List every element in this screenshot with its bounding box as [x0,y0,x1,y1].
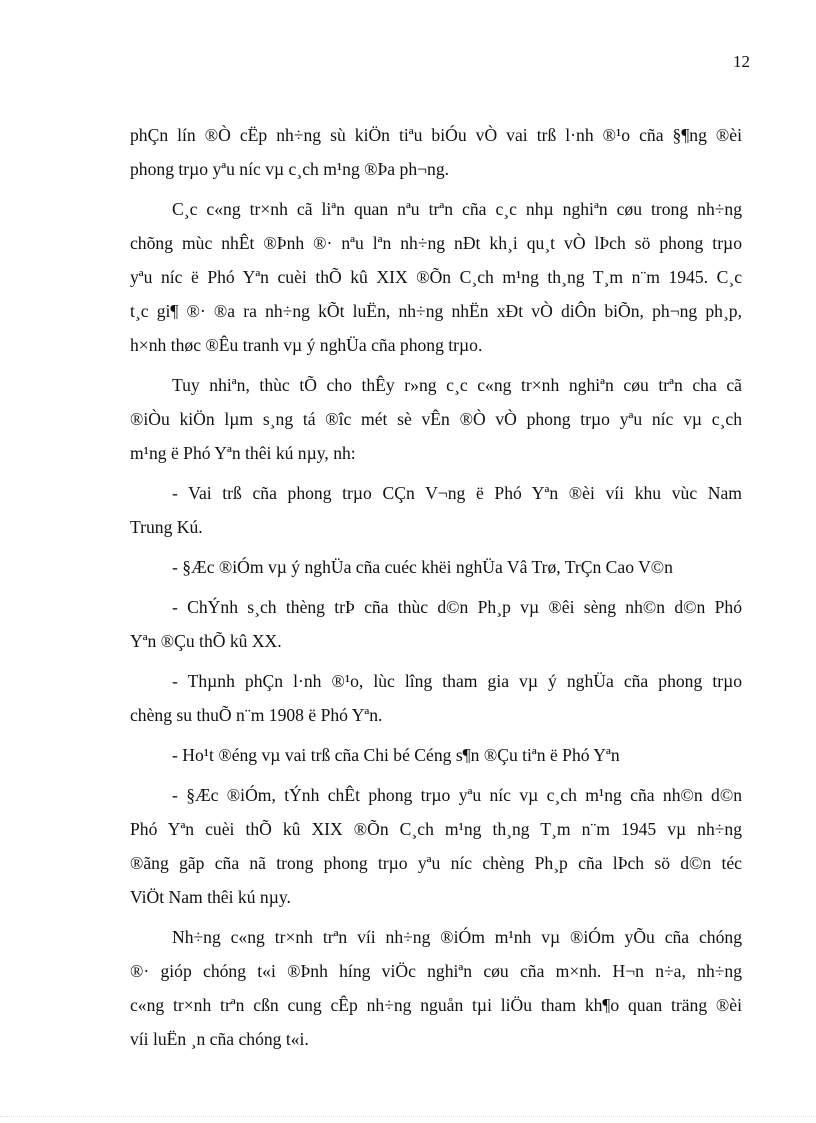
text-line: chõng mùc nhÊt ®Þnh ®· nªu lªn nh÷ng nÐt kh¸i qu¸t vÒ lÞch sö phong trµo [130,233,742,253]
text-line: - Thµnh phÇn l·nh ®¹o, lùc lîng tham gia vµ ý nghÜa cña phong trµo [172,671,742,691]
text-line: phong trµo yªu níc vµ c¸ch m¹ng ®Þa ph¬ng. [130,159,450,179]
text-line: ®· gióp chóng t«i ®Þnh híng viÖc nghiªn cøu cña m×nh. H¬n n÷a, nh÷ng [130,961,742,981]
page-number: 12 [733,52,750,71]
list-item [130,550,742,584]
text-line: - Ho¹t ®éng vµ vai trß cña Chi bé Céng s¶n ®Çu tiªn ë Phó Yªn [172,745,620,765]
page-body [130,118,742,1056]
list-item [130,590,742,658]
text-line: phÇn lín ®Ò cËp nh÷ng sù kiÖn tiªu biÓu vÒ vai trß l·nh ®¹o cña §¶ng ®èi [130,125,742,145]
paragraph [130,118,742,186]
text-line: Tuy nhiªn, thùc tÕ cho thÊy r»ng c¸c c«ng tr×nh nghiªn cøu trªn cha cã [172,375,742,395]
text-line: ®iÒu kiÖn lµm s¸ng tá ®îc mét sè vÊn ®Ò vÒ phong trµo yªu níc vµ c¸ch [130,409,742,429]
text-line: víi luËn ¸n cña chóng t«i. [130,1029,309,1049]
list-item [130,476,742,544]
paragraph [130,192,742,362]
text-line: t¸c gi¶ ®· ®a ra nh÷ng kÕt luËn, nh÷ng nhËn xÐt vÒ diÔn biÕn, ph¬ng ph¸p, [130,301,742,321]
text-line: ®ãng gãp cña nã trong phong trµo yªu níc chèng Ph¸p cña lÞch sö d©n téc [130,853,742,873]
text-line: - §Æc ®iÓm vµ ý nghÜa cña cuéc khëi nghÜa Vâ Trø, TrÇn Cao V©n [172,557,673,577]
text-line: - §Æc ®iÓm, tÝnh chÊt phong trµo yªu níc vµ c¸ch m¹ng cña nh©n d©n [172,785,742,805]
text-line: - Vai trß cña phong trµo CÇn V¬ng ë Phó Yªn ®èi víi khu vùc Nam [172,483,742,503]
text-line: chèng su thuÕ n¨m 1908 ë Phó Yªn. [130,705,383,725]
list-item [130,738,742,772]
text-line: Trung Kú. [130,517,203,537]
text-line: m¹ng ë Phó Yªn thêi kú nµy, nh: [130,443,356,463]
text-line: h×nh thøc ®Êu tranh vµ ý nghÜa cña phong trµo. [130,335,483,355]
text-line: C¸c c«ng tr×nh cã liªn quan nªu trªn cña c¸c nhµ nghiªn cøu trong nh÷ng [172,199,742,219]
text-line: c«ng tr×nh trªn cßn cung cÊp nh÷ng nguån tµi liÖu tham kh¶o quan träng ®èi [130,995,742,1015]
paragraph [130,368,742,470]
text-line: Yªn ®Çu thÕ kû XX. [130,631,282,651]
list-item [130,664,742,732]
text-line: ViÖt Nam thêi kú nµy. [130,887,291,907]
text-line: Nh÷ng c«ng tr×nh trªn víi nh÷ng ®iÓm m¹nh vµ ®iÓm yÕu cña chóng [172,927,742,947]
text-line: - ChÝnh s¸ch thèng trÞ cña thùc d©n Ph¸p vµ ®êi sèng nh©n d©n Phó [172,597,742,617]
page-edge-rule [0,1116,816,1117]
text-line: yªu níc ë Phó Yªn cuèi thÕ kû XIX ®Õn C¸ch m¹ng th¸ng T¸m n¨m 1945. C¸c [130,267,742,287]
text-line: Phó Yªn cuèi thÕ kû XIX ®Õn C¸ch m¹ng th¸ng T¸m n¨m 1945 vµ nh÷ng [130,819,742,839]
list-item [130,778,742,914]
paragraph [130,920,742,1056]
